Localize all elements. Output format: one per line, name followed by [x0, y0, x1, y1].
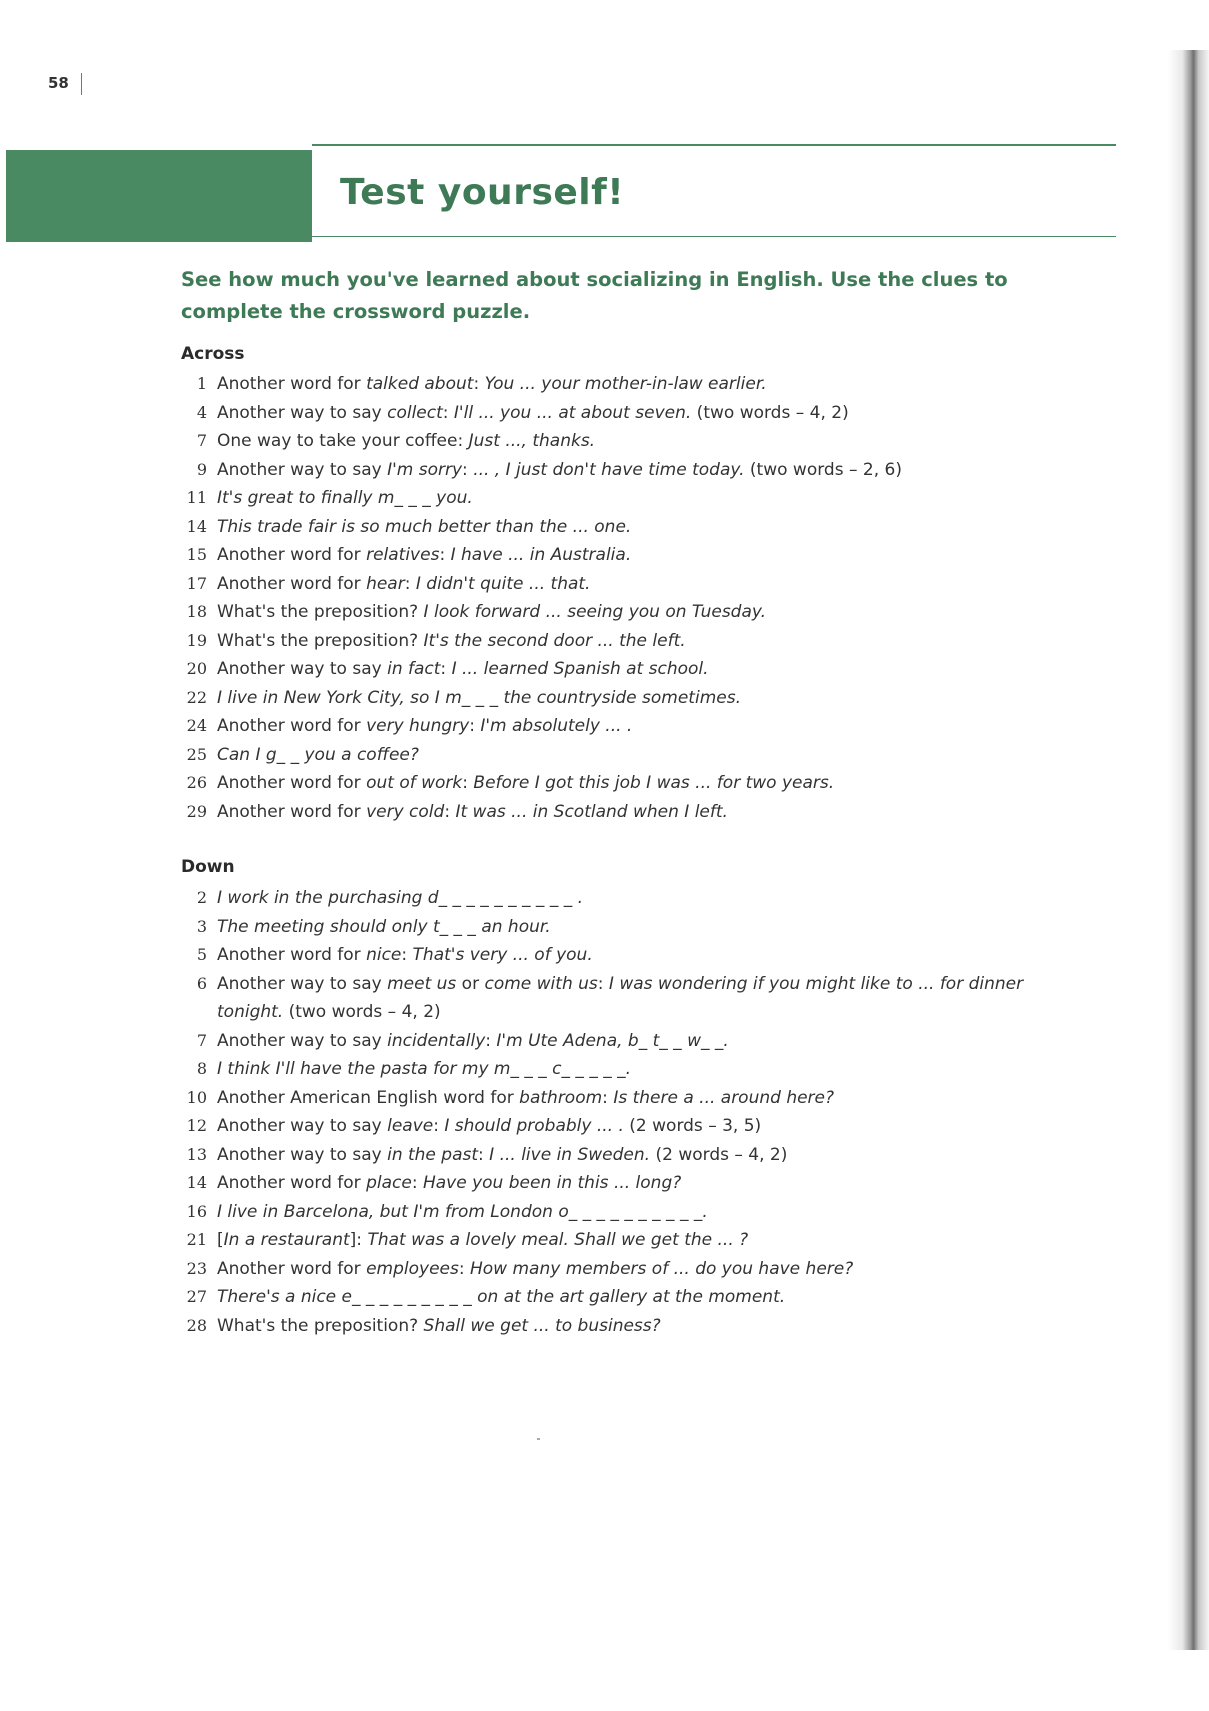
down-clue — [181, 941, 1081, 970]
title-rule-top — [312, 144, 1116, 146]
page-title: Test yourself! — [340, 172, 625, 213]
across-clue — [181, 370, 1081, 399]
clue-number: 28 — [186, 1315, 207, 1335]
down-clue — [181, 1255, 1081, 1284]
clue-number: 25 — [186, 744, 207, 764]
page-number: 58 — [48, 74, 69, 92]
title-rule-bottom — [312, 236, 1116, 237]
clue-number: 21 — [186, 1230, 207, 1249]
clue-number: 18 — [186, 602, 207, 621]
clue-text: It's great to finally m_ _ _ you. — [217, 488, 473, 508]
across-clue — [181, 769, 1081, 798]
clue-number: 13 — [186, 1144, 207, 1164]
across-clue — [181, 484, 1081, 513]
down-clue — [181, 913, 1081, 942]
clue-text: Another way to say in fact: I ... learned Spanish at school. — [217, 659, 709, 679]
across-clue — [181, 598, 1081, 627]
across-clue — [181, 741, 1081, 770]
across-clue — [181, 427, 1081, 456]
scan-speck — [537, 1438, 540, 1440]
down-clue — [181, 1084, 1081, 1113]
down-clue — [181, 1112, 1081, 1141]
clue-number: 10 — [186, 1087, 207, 1107]
clue-number: 4 — [196, 402, 207, 422]
clue-text: Another way to say meet us or come with us: I was wondering if you might like to ... for dinner tonight. (two words – 4, 2) — [217, 973, 1024, 1022]
clue-number: 26 — [186, 773, 207, 792]
clue-text: [In a restaurant]: That was a lovely meal. Shall we get the ... ? — [217, 1230, 749, 1250]
clue-number: 11 — [186, 488, 207, 507]
clue-text: What's the preposition? It's the second door ... the left. — [217, 630, 686, 651]
down-clue — [181, 1226, 1081, 1255]
across-clue-list — [181, 370, 1081, 826]
down-clue — [181, 970, 1081, 1027]
across-clue — [181, 541, 1081, 570]
clue-number: 14 — [186, 516, 207, 536]
clue-text: There's a nice e_ _ _ _ _ _ _ _ _ on at the art gallery at the moment. — [217, 1287, 786, 1307]
across-clue — [181, 684, 1081, 713]
clue-text: Another American English word for bathroom: Is there a ... around here? — [217, 1087, 835, 1108]
clue-text: Another word for employees: How many members of ... do you have here? — [217, 1258, 854, 1279]
across-clue — [181, 456, 1081, 485]
down-heading: Down — [181, 857, 235, 877]
across-clue — [181, 655, 1081, 684]
clue-number: 19 — [186, 630, 207, 650]
clue-number: 17 — [186, 573, 207, 593]
down-clue-list — [181, 884, 1081, 1340]
clue-text: Another word for hear: I didn't quite ... that. — [217, 573, 591, 594]
clue-text: Another word for relatives: I have ... in Australia. — [217, 545, 632, 565]
clue-text: What's the preposition? I look forward ... seeing you on Tuesday. — [217, 602, 767, 622]
clue-text: Can I g_ _ you a coffee? — [217, 744, 419, 765]
clue-number: 12 — [186, 1116, 207, 1135]
clue-text: What's the preposition? Shall we get ... to business? — [217, 1315, 661, 1336]
clue-number: 23 — [186, 1258, 207, 1278]
down-clue — [181, 1283, 1081, 1312]
clue-number: 1 — [196, 374, 207, 393]
clue-number: 3 — [196, 916, 207, 936]
down-clue — [181, 1141, 1081, 1170]
clue-number: 7 — [196, 1030, 207, 1050]
clue-number: 16 — [186, 1201, 207, 1221]
down-clue — [181, 1027, 1081, 1056]
down-clue — [181, 884, 1081, 913]
clue-text: One way to take your coffee: Just ..., thanks. — [217, 431, 596, 451]
clue-number: 8 — [196, 1059, 207, 1078]
clue-number: 6 — [196, 973, 207, 993]
clue-text: Another word for talked about: You ... your mother-in-law earlier. — [217, 374, 767, 394]
clue-text: Another way to say I'm sorry: ... , I just don't have time today. (two words – 2, 6) — [217, 459, 902, 480]
clue-text: Another word for out of work: Before I got this job I was ... for two years. — [217, 773, 835, 793]
clue-text: Another word for nice: That's very ... of you. — [217, 945, 593, 965]
title-banner-block — [6, 150, 312, 242]
clue-text: I live in Barcelona, but I'm from London o_ _ _ _ _ _ _ _ _ _. — [217, 1201, 708, 1222]
down-clue — [181, 1198, 1081, 1227]
across-clue — [181, 627, 1081, 656]
clue-number: 22 — [186, 687, 207, 707]
clue-number: 24 — [186, 716, 207, 735]
down-clue — [181, 1169, 1081, 1198]
clue-text: Another way to say in the past: I ... live in Sweden. (2 words – 4, 2) — [217, 1144, 788, 1165]
clue-number: 20 — [186, 659, 207, 678]
clue-number: 27 — [186, 1287, 207, 1306]
across-clue — [181, 399, 1081, 428]
clue-text: Another way to say collect: I'll ... you ... at about seven. (two words – 4, 2) — [217, 402, 849, 423]
clue-number: 14 — [186, 1173, 207, 1192]
page-edge-shadow — [1168, 50, 1209, 1650]
clue-text: I work in the purchasing d_ _ _ _ _ _ _ _ _ _ . — [217, 888, 584, 908]
clue-number: 29 — [186, 801, 207, 821]
clue-text: I think I'll have the pasta for my m_ _ _ c_ _ _ _ _. — [217, 1059, 632, 1079]
clue-text: This trade fair is so much better than the ... one. — [217, 516, 632, 537]
intro-text: See how much you've learned about socializing in English. Use the clues to complete the crossword puzzle. — [181, 268, 1008, 323]
down-clue — [181, 1312, 1081, 1341]
clue-text: Another way to say incidentally: I'm Ute Adena, b_ t_ _ w_ _. — [217, 1030, 729, 1051]
clue-text: Another word for place: Have you been in this ... long? — [217, 1173, 682, 1193]
clue-number: 5 — [196, 945, 207, 964]
across-heading: Across — [181, 344, 245, 364]
clue-number: 7 — [196, 431, 207, 450]
clue-text: Another word for very cold: It was ... in Scotland when I left. — [217, 801, 728, 822]
clue-number: 2 — [196, 888, 207, 907]
clue-text: Another way to say leave: I should probably ... . (2 words – 3, 5) — [217, 1116, 762, 1136]
across-clue — [181, 712, 1081, 741]
clue-text: Another word for very hungry: I'm absolutely ... . — [217, 716, 633, 736]
clue-number: 9 — [196, 459, 207, 479]
clue-text: I live in New York City, so I m_ _ _ the countryside sometimes. — [217, 687, 741, 708]
clue-text: The meeting should only t_ _ _ an hour. — [217, 916, 551, 937]
across-clue — [181, 513, 1081, 542]
across-clue — [181, 798, 1081, 827]
across-clue — [181, 570, 1081, 599]
down-clue — [181, 1055, 1081, 1084]
clue-number: 15 — [186, 545, 207, 564]
page-number-divider — [81, 73, 82, 95]
